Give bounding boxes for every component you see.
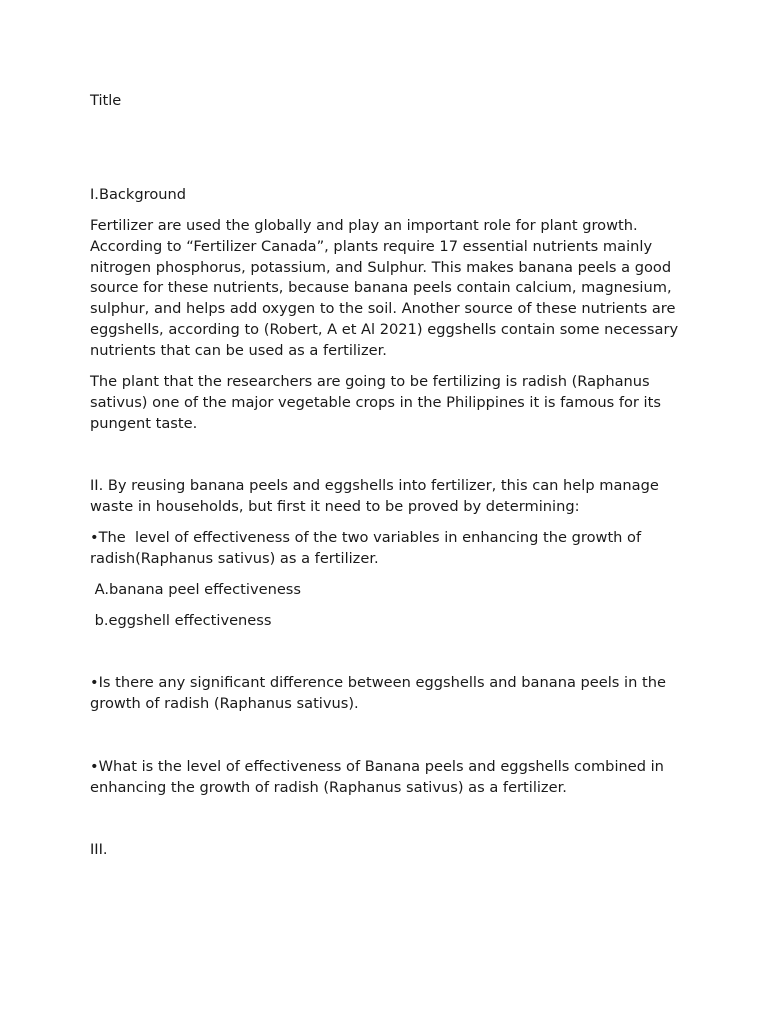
- paragraph-background-1: Fertilizer are used the globally and play an important role for plant growth. According to “Fertilizer Canada”, plants require 17 essential nutrients mainly nitrogen phosphorus, potassium, and Sulphur. This makes banana peels a good source for these nutrients, because banana peels contain calcium, magnesium, sulphur, and helps add oxygen to the soil. Another source of these nutrients are eggshells, according to (Robert, A et Al 2021) eggshells contain some necessary nutrients that can be used as a fertilizer.: [90, 217, 683, 359]
- sub-item-banana-peel: A.banana peel effectiveness: [90, 581, 302, 598]
- paragraph-background-2: The plant that the researchers are going to be fertilizing is radish (Raphanus sativus) one of the major vegetable crops in the Philippines it is famous for its pungent taste.: [90, 373, 666, 432]
- section-heading-3: III.: [90, 841, 108, 858]
- bullet-effectiveness: •The level of effectiveness of the two variables in enhancing the growth of radish(Raphanus sativus) as a fertilizer.: [90, 529, 646, 567]
- section-2-intro: II. By reusing banana peels and eggshells into fertilizer, this can help manage waste in households, but first it need to be proved by determining:: [90, 477, 664, 515]
- bullet-combined-effectiveness: •What is the level of effectiveness of Banana peels and eggshells combined in enhancing the growth of radish (Raphanus sativus) as a fertilizer.: [90, 758, 669, 796]
- section-heading-background: I.Background: [90, 186, 187, 203]
- sub-item-eggshell: b.eggshell effectiveness: [90, 612, 272, 629]
- bullet-significant-difference: •Is there any significant difference between eggshells and banana peels in the growth of radish (Raphanus sativus).: [90, 674, 671, 712]
- document-title: Title: [90, 92, 122, 109]
